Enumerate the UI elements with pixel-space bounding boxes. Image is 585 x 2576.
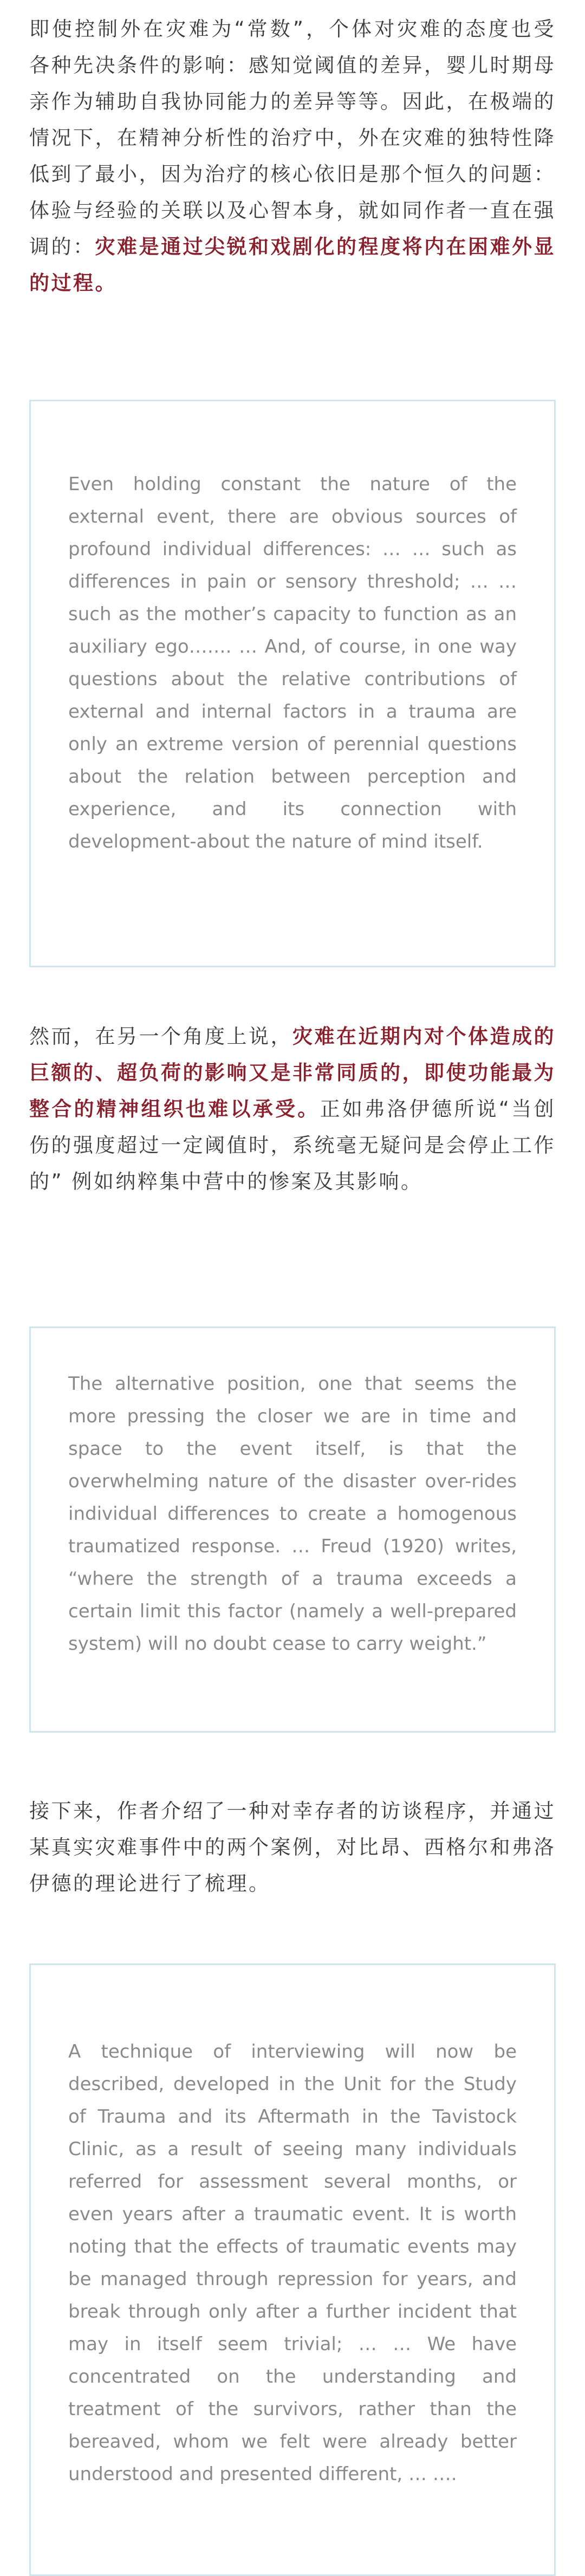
quote-text-3: A technique of interviewing will now be described, developed in the Unit for the Study of Trauma and its Aftermath in the Tavistock Clinic, as a result of seeing many individuals referred for assessment several months, or even years after a traumatic event. It is worth noting that the effects of traumatic events may be managed through repression for years, and break through only after a further incident that may in itself seem trivial; … … We have concentrated on the understanding and treatment of the survivors, rather than the bereaved, whom we felt were already better understood and presented different, … ….	[68, 2041, 517, 2485]
paragraph-2-lead: 然而，在另一个角度上说，	[29, 1025, 292, 1048]
quote-box-3	[29, 1963, 556, 2576]
paragraph-2-tail: 正如弗洛伊德所说“当创伤的强度超过一定阈值时，系统毫无疑问是会停止工作的” 例如纳粹集中营中的惨案及其影响。	[29, 1097, 556, 1193]
quote-text-1: Even holding constant the nature of the external event, there are obvious sources of profound individual differences: … … such as differences in pain or sensory threshold; … … such as the mother’s capacity to function as an auxiliary ego……. … And, of course, in one way questions about the relative contributions of external and internal factors in a trauma are only an extreme version of perennial questions about the relation between perception and experience, and its connection with development-about the nature of mind itself.	[68, 473, 517, 853]
paragraph-3: 接下来，作者介绍了一种对幸存者的访谈程序，并通过某真实灾难事件中的两个案例，对比昂、西格尔和弗洛伊德的理论进行了梳理。	[29, 1799, 556, 1895]
paragraph-2	[29, 1018, 556, 1200]
paragraph-1-text: 即使控制外在灾难为“常数”，个体对灾难的态度也受各种先决条件的影响：感知觉阈值的差异，婴儿时期母亲作为辅助自我协同能力的差异等等。因此，在极端的情况下，在精神分析性的治疗中，外在灾难的独特性降低到了最小，因为治疗的核心依旧是那个恒久的问题：体验与经验的关联以及心智本身，就如同作者一直在强调的：	[29, 17, 556, 258]
quote-text-2: The alternative position, one that seems the more pressing the closer we are in time and space to the event itself, is that the overwhelming nature of the disaster over-rides individual differences to create a homogenous traumatized response. … Freud (1920) writes, “where the strength of a trauma exceeds a certain limit this factor (namely a well-prepared system) will no doubt cease to carry weight.”	[68, 1373, 517, 1655]
quote-box-1	[29, 400, 556, 967]
paragraph-1	[29, 11, 556, 301]
paragraph-2-highlight: 灾难在近期内对个体造成的巨额的、超负荷的影响又是非常同质的，即使功能最为整合的精神组织也难以承受。	[29, 1025, 556, 1121]
quote-box-2	[29, 1326, 556, 1733]
paragraph-1-highlight: 灾难是通过尖锐和戏剧化的程度将内在困难外显的过程。	[29, 235, 556, 295]
